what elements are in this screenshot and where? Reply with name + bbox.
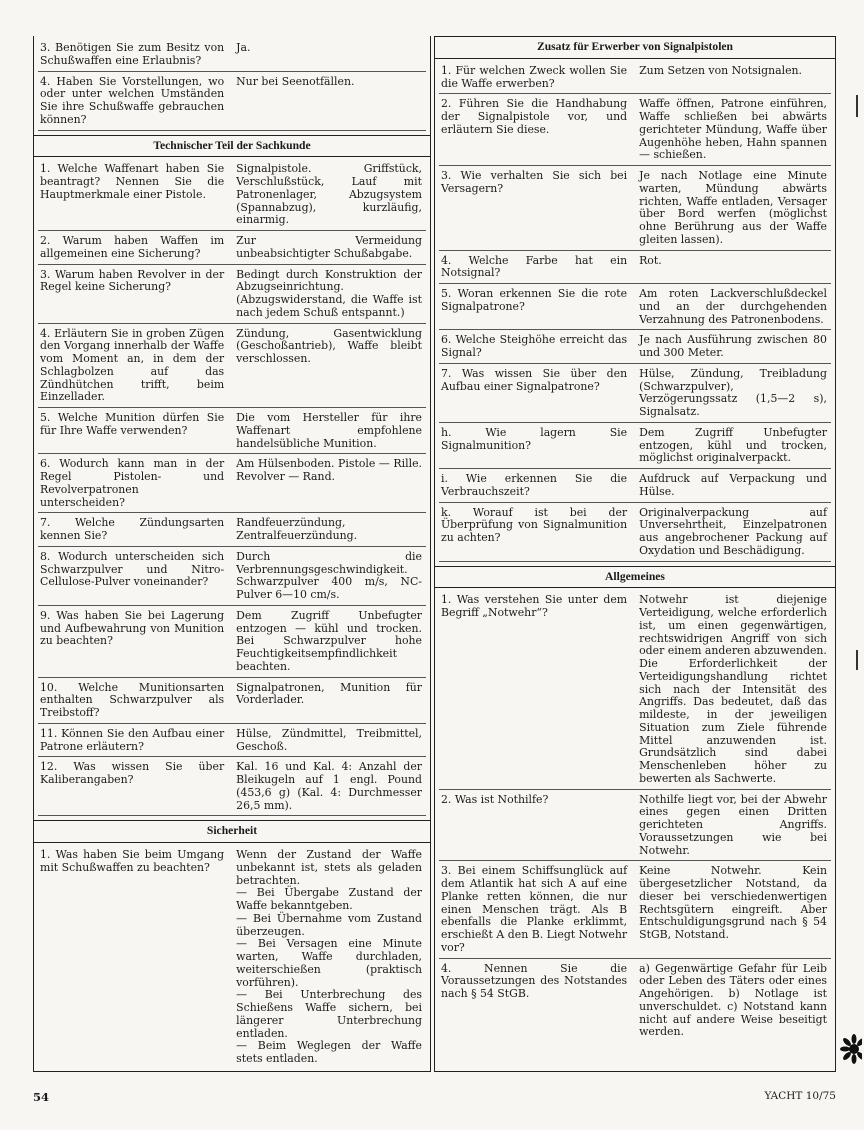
question-text: 1. Für welchen Zweck wollen Sie die Waffe erwerben?	[441, 63, 628, 90]
answer-text: Hülse, Zündmittel, Treibmittel, Geschoß.	[236, 726, 422, 753]
question-text: 2. Was ist Nothilfe?	[441, 792, 549, 806]
left-column	[33, 36, 431, 1072]
question-text: 5. Woran erkennen Sie die rote Signalpatrone?	[441, 287, 628, 313]
question-text: 3. Warum haben Revolver in der Regel keine Sicherung?	[40, 267, 225, 294]
question-text: k. Worauf ist bei der Überprüfung von Signalmunition zu achten?	[441, 505, 628, 544]
question-text: 1. Was haben Sie beim Umgang mit Schußwaffen zu beachten?	[40, 848, 225, 874]
answer-text: Waffe öffnen, Patrone einführen, Waffe schließen bei abwärts gerichteter Mündung, Waffe über Augenhöhe heben, Hahn spannen — schießen.	[639, 97, 827, 162]
question-text: 4. Haben Sie Vorstellungen, wo oder unter welchen Umständen Sie ihre Schußwaffe gebrauchen können?	[40, 74, 225, 126]
question-text: h. Wie lagern Sie Signalmunition?	[441, 425, 628, 452]
qa-row	[439, 790, 831, 862]
qa-row	[439, 166, 831, 251]
answer-text: Zum Setzen von Notsignalen.	[639, 63, 803, 77]
qa-row	[439, 423, 831, 469]
section-heading: Technischer Teil der Sachkunde	[34, 135, 430, 158]
qa-row	[38, 678, 426, 724]
question-text: 3. Benötigen Sie zum Besitz von Schußwaffen eine Erlaubnis?	[40, 41, 225, 67]
answer-text: Am roten Lackverschlußdeckel und an der durchgehenden Verzahnung des Patronenbodens.	[639, 287, 827, 326]
answer-text: Randfeuerzündung, Zentralfeuerzündung.	[236, 516, 358, 542]
question-text: 1. Was verstehen Sie unter dem Begriff „Notwehr“?	[441, 593, 628, 619]
qa-row	[38, 231, 426, 265]
question-text: 12. Was wissen Sie über Kaliberangaben?	[40, 760, 225, 786]
question-text: 2. Warum haben Waffen im allgemeinen eine Sicherung?	[40, 234, 225, 260]
answer-text: Wenn der Zustand der Waffe unbekannt ist, stets als geladen betrachten. — Bei Übergabe Zustand der Waffe bekanntgeben. — Bei Übernahme vom Zustand überzeugen. — Bei Versagen eine Minute warten, Waffe durchladen, weiterschießen (praktisch vorführen). — Bei Unterbrechung des Schießens Waffe sichern, bei längerer Unterbrechung entladen. — Beim Weglegen der Waffe stets entladen.	[236, 848, 422, 1065]
qa-row	[439, 469, 831, 503]
flower-ornament-icon	[840, 1034, 862, 1064]
answer-text: Am Hülsenboden. Pistole — Rille. Revolver — Rand.	[236, 457, 422, 483]
answer-text: Signalpistole. Griffstück, Verschlußstück, Lauf mit Patronenlager, Abzugsystem (Spannabzug), kurzläufig, einarmig.	[236, 162, 422, 227]
qa-row	[439, 94, 831, 166]
qa-row	[439, 588, 831, 789]
qa-row	[439, 959, 831, 1043]
answer-text: Bedingt durch Konstruktion der Abzugseinrichtung. (Abzugswiderstand, die Waffe ist nach jedem Schuß entspannt.)	[236, 267, 422, 319]
magazine-issue: YACHT 10/75	[764, 1090, 836, 1102]
question-text: 4. Nennen Sie die Voraussetzungen des Notstandes nach § 54 StGB.	[441, 961, 628, 1000]
answer-text: Durch die Verbrennungsgeschwindigkeit. Schwarzpulver 400 m/s, NC-Pulver 6—10 cm/s.	[236, 549, 422, 601]
question-text: 2. Führen Sie die Handhabung der Signalpistole vor, und erläutern Sie diese.	[441, 97, 628, 136]
question-text: 9. Was haben Sie bei Lagerung und Aufbewahrung von Munition zu beachten?	[40, 608, 225, 648]
question-text: 7. Was wissen Sie über den Aufbau einer Signalpatrone?	[441, 366, 628, 393]
answer-text: Zur Vermeidung unbeabsichtigter Schußabgabe.	[236, 234, 422, 260]
question-text: 8. Wodurch unterscheiden sich Schwarzpulver und Nitro-Cellulose-Pulver voneinander?	[40, 549, 225, 589]
qa-row	[38, 757, 426, 816]
answer-text: Rot.	[639, 253, 662, 267]
qa-row	[38, 324, 426, 409]
qa-row	[38, 724, 426, 758]
qa-row	[439, 330, 831, 364]
question-text: 6. Wodurch kann man in der Regel Pistolen- und Revolverpatronen unterscheiden?	[40, 457, 225, 509]
qa-row	[38, 454, 426, 513]
margin-mark	[856, 650, 858, 670]
question-text: 7. Welche Zündungsarten kennen Sie?	[40, 516, 225, 542]
section-heading: Zusatz für Erwerber von Signalpistolen	[435, 37, 835, 59]
question-text: 3. Bei einem Schiffsunglück auf dem Atlantik hat sich A auf eine Planke retten können, die nur einen Menschen trägt. Als B ebenfalls die Planke erklimmt, erschießt A den B. Liegt Notwehr vor?	[441, 864, 628, 954]
answer-text: Keine Notwehr. Kein übergesetzlicher Notstand, da dieser bei verschiedenwertigen Rechtsgütern eingreift. Aber Entschuldigungsgrund nach § 54 StGB, Notstand.	[639, 864, 827, 941]
answer-text: a) Gegenwärtige Gefahr für Leib oder Leben des Täters oder eines Angehörigen. b) Notlage ist unverschuldet. c) Notstand kann nicht auf andere Weise beseitigt werden.	[639, 961, 827, 1039]
qa-row	[439, 59, 831, 95]
qa-row	[439, 284, 831, 330]
qa-row	[38, 408, 426, 454]
answer-text: Nothilfe liegt vor, bei der Abwehr eines gegen einen Dritten gerichteten Angriffs. Voraussetzungen wie bei Notwehr.	[639, 792, 827, 857]
question-text: 3. Wie verhalten Sie sich bei Versagern?	[441, 169, 628, 195]
answer-text: Originalverpackung auf Unversehrtheit, Einzelpatronen aus angebrochener Packung auf Oxydation und Beschädigung.	[639, 505, 827, 557]
answer-text: Kal. 16 und Kal. 4: Anzahl der Bleikugeln auf 1 engl. Pound (453,6 g) (Kal. 4: Durchmesser 26,5 mm).	[236, 760, 422, 812]
qa-row	[38, 36, 426, 72]
qa-row	[439, 861, 831, 958]
qa-row	[38, 265, 426, 324]
qa-row	[38, 547, 426, 606]
answer-text: Je nach Notlage eine Minute warten, Mündung abwärts richten, Waffe entladen, Versager über Bord werfen (möglichst ohne Berührung aus der Waffe gleiten lassen).	[639, 169, 827, 246]
question-text: 4. Welche Farbe hat ein Notsignal?	[441, 253, 628, 280]
answer-text: Je nach Ausführung zwischen 80 und 300 Meter.	[639, 333, 827, 359]
question-text: i. Wie erkennen Sie die Verbrauchszeit?	[441, 472, 628, 498]
answer-text: Die vom Hersteller für ihre Waffenart empfohlene handelsübliche Munition.	[236, 411, 422, 450]
answer-text: Dem Zugriff Unbefugter entzogen — kühl und trocken. Bei Schwarzpulver hohe Feuchtigkeitsempfindlichkeit beachten.	[236, 608, 422, 673]
qa-row	[38, 157, 426, 231]
page-number: 54	[33, 1090, 50, 1104]
qa-row	[38, 513, 426, 547]
answer-text: Ja.	[236, 41, 251, 54]
answer-text: Dem Zugriff Unbefugter entzogen, kühl und trocken, möglichst originalverpackt.	[639, 425, 827, 465]
question-text: 4. Erläutern Sie in groben Zügen den Vorgang innerhalb der Waffe vom Moment an, in dem der Schlagbolzen auf das Zündhütchen trifft, beim Einzellader.	[40, 326, 225, 404]
answer-text: Aufdruck auf Verpackung und Hülse.	[639, 472, 827, 498]
section-heading: Allgemeines	[435, 566, 835, 589]
qa-row	[38, 606, 426, 678]
answer-text: Notwehr ist diejenige Verteidigung, welche erforderlich ist, um einen gegenwärtigen, rechtswidrigen Angriff von sich oder einem anderen abzuwenden. Die Erforderlichkeit der Verteidigungshandlung richtet sich nach der Intensität des Angriffs. Das bedeutet, daß das mildeste, in der jeweiligen Situation zum Ziele führende Mittel anzuwenden ist. Grundsätzlich sind dabei Menschenleben höher zu bewerten als Sachwerte.	[639, 593, 827, 785]
question-text: 10. Welche Munitionsarten enthalten Schwarzpulver als Treibstoff?	[40, 680, 225, 719]
question-text: 11. Können Sie den Aufbau einer Patrone erläutern?	[40, 726, 225, 753]
question-text: 5. Welche Munition dürfen Sie für Ihre Waffe verwenden?	[40, 411, 225, 437]
section-heading: Sicherheit	[34, 820, 430, 843]
qa-row	[38, 843, 426, 1069]
answer-text: Zündung, Gasentwicklung (Geschoßantrieb), Waffe bleibt verschlossen.	[236, 326, 422, 365]
question-text: 6. Welche Steighöhe erreicht das Signal?	[441, 333, 628, 359]
margin-mark	[856, 95, 858, 117]
answer-text: Nur bei Seenotfällen.	[236, 74, 355, 88]
qa-row	[439, 251, 831, 285]
right-column	[434, 36, 836, 1072]
answer-text: Hülse, Zündung, Treibladung (Schwarzpulver), Verzögerungssatz (1,5—2 s), Signalsatz.	[639, 366, 827, 418]
question-text: 1. Welche Waffenart haben Sie beantragt? Nennen Sie die Hauptmerkmale einer Pistole.	[40, 162, 225, 201]
qa-row	[38, 72, 426, 131]
answer-text: Signalpatronen, Munition für Vorderlader.	[236, 680, 422, 707]
qa-row	[439, 503, 831, 562]
qa-row	[439, 364, 831, 423]
